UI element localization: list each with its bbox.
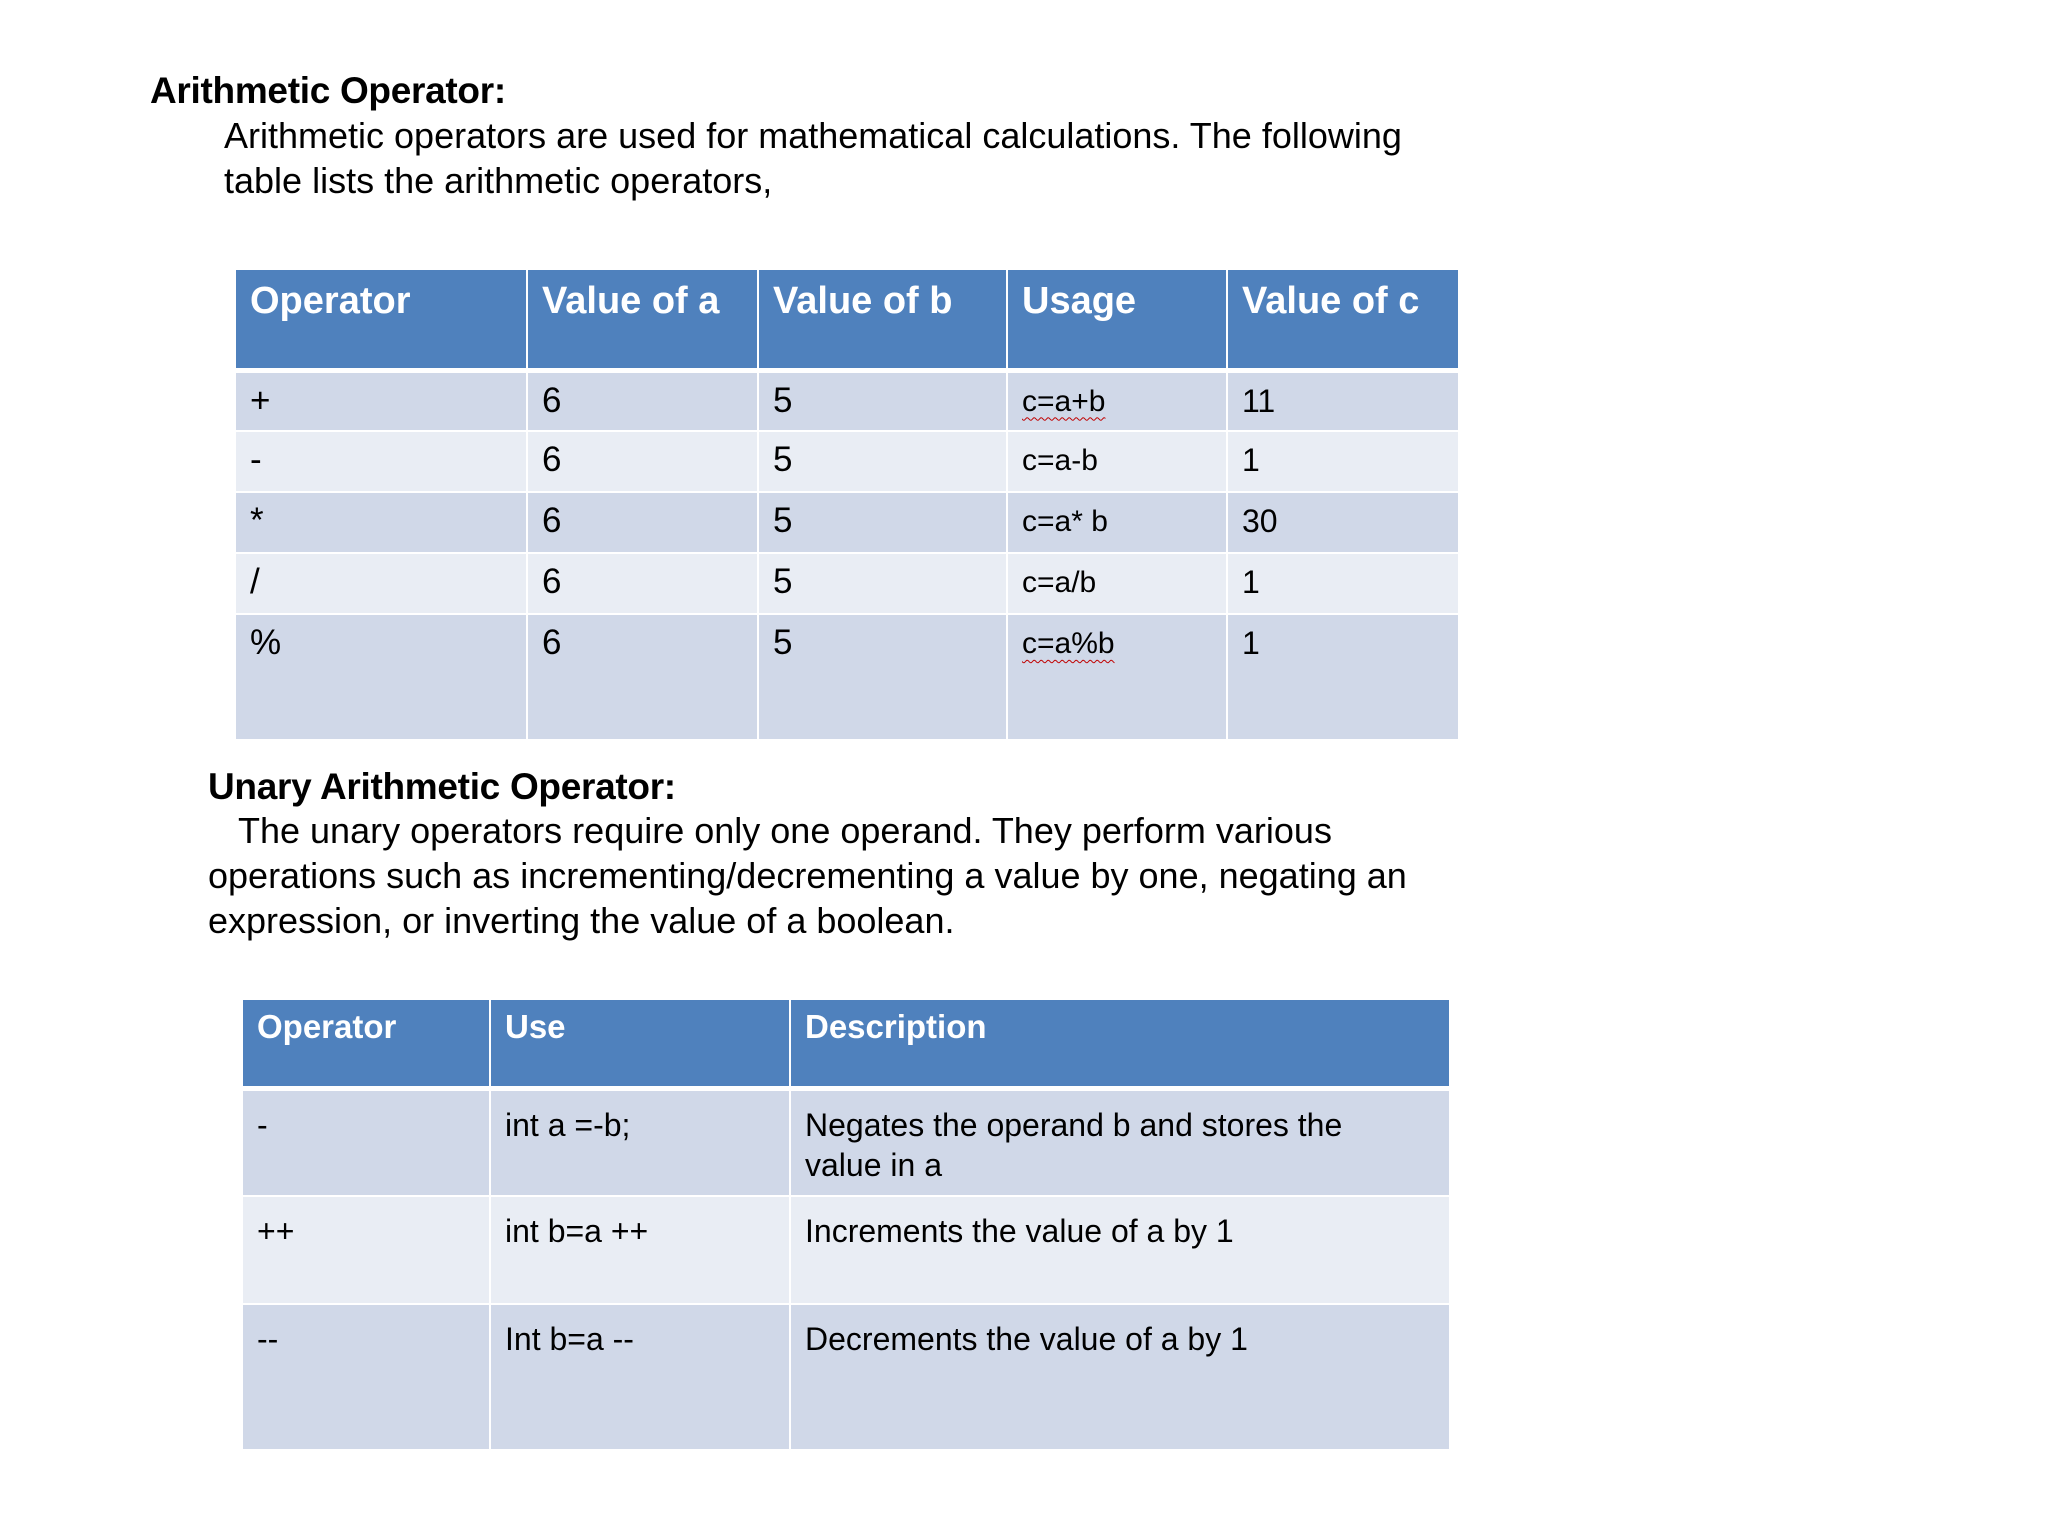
value-c-cell: 1: [1227, 614, 1458, 740]
operator-cell: +: [236, 370, 527, 431]
column-header-usage: Usage: [1007, 270, 1227, 370]
unary-heading: Unary Arithmetic Operator:: [208, 766, 676, 807]
value-b-cell: 5: [758, 614, 1007, 740]
value-b-cell: 5: [758, 553, 1007, 614]
value-c-cell: 11: [1227, 370, 1458, 431]
table-row: [243, 1196, 1449, 1304]
table-row: [236, 431, 1458, 492]
operator-cell: --: [243, 1304, 490, 1450]
usage-cell: [1007, 614, 1227, 740]
column-header-value-of-a: Value of a: [527, 270, 758, 370]
table-row: [236, 553, 1458, 614]
table-header-row: [236, 270, 1458, 370]
arithmetic-description: Arithmetic operators are used for mathematical calculations. The following table lists the arithmetic operators,: [224, 115, 1402, 201]
column-header-value-of-c: Value of c: [1227, 270, 1458, 370]
description-cell: Increments the value of a by 1: [790, 1196, 1449, 1304]
table-row: [236, 614, 1458, 740]
usage-text: c=a%b: [1022, 627, 1115, 660]
column-header-operator: Operator: [243, 1000, 490, 1088]
description-cell: Decrements the value of a by 1: [790, 1304, 1449, 1450]
column-header-operator: Operator: [236, 270, 527, 370]
value-a-cell: 6: [527, 614, 758, 740]
operator-cell: ++: [243, 1196, 490, 1304]
usage-cell: c=a-b: [1007, 431, 1227, 492]
use-cell: int b=a ++: [490, 1196, 790, 1304]
usage-cell: c=a* b: [1007, 492, 1227, 553]
description-cell: Negates the operand b and stores the value in a: [790, 1088, 1449, 1196]
value-b-cell: 5: [758, 370, 1007, 431]
column-header-value-of-b: Value of b: [758, 270, 1007, 370]
use-cell: Int b=a --: [490, 1304, 790, 1450]
value-a-cell: 6: [527, 553, 758, 614]
operator-cell: -: [243, 1088, 490, 1196]
table-row: [243, 1088, 1449, 1196]
operator-cell: *: [236, 492, 527, 553]
value-a-cell: 6: [527, 492, 758, 553]
value-b-cell: 5: [758, 431, 1007, 492]
value-c-cell: 30: [1227, 492, 1458, 553]
table-row: [236, 492, 1458, 553]
value-a-cell: 6: [527, 431, 758, 492]
table-row: [236, 370, 1458, 431]
unary-description: The unary operators require only one operand. They perform various operations such as incrementing/decrementing a value by one, negating an expression, or inverting the value of a boolean.: [208, 810, 1407, 941]
operator-cell: %: [236, 614, 527, 740]
usage-cell: [1007, 370, 1227, 431]
use-cell: int a =-b;: [490, 1088, 790, 1196]
value-b-cell: 5: [758, 492, 1007, 553]
table-header-row: [243, 1000, 1449, 1088]
value-a-cell: 6: [527, 370, 758, 431]
unary-operators-table: [243, 1000, 1449, 1451]
column-header-use: Use: [490, 1000, 790, 1088]
arithmetic-heading: Arithmetic Operator:: [150, 70, 506, 111]
arithmetic-operators-table: [236, 270, 1458, 741]
usage-text: c=a+b: [1022, 384, 1106, 418]
operator-cell: /: [236, 553, 527, 614]
column-header-description: Description: [790, 1000, 1449, 1088]
operator-cell: -: [236, 431, 527, 492]
usage-cell: c=a/b: [1007, 553, 1227, 614]
value-c-cell: 1: [1227, 553, 1458, 614]
value-c-cell: 1: [1227, 431, 1458, 492]
table-row: [243, 1304, 1449, 1450]
